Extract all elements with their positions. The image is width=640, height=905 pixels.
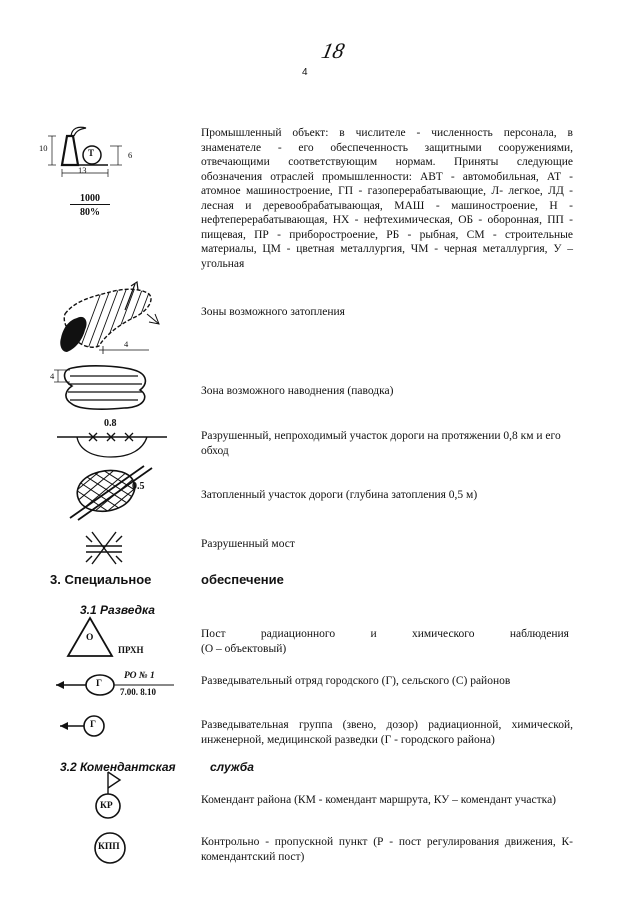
subsection-3-2-title-left: 3.2 Комендантская [60,760,176,774]
destroyed-road-label: Разрушенный, непроходимый участок дороги на протяжении 0,8 км и его обход [201,430,561,457]
dim-circle: 6 [128,150,133,160]
flooded-road-label: Затопленный участок дороги (глубина затопления 0,5 м) [201,489,478,501]
rkh-post-label-word: химического [411,628,475,640]
flooded-road-depth: 0.5 [132,481,145,492]
commandant-label: Комендант района (КМ - комендант маршрута, КУ – комендант участка) [201,794,557,806]
personnel-count: 1000 [70,193,110,205]
recon-detachment-label: Разведывательный отряд городского (Г), сельского (С) районов [201,675,511,687]
recon-detachment-icon-bottom: 7.00. 8.10 [120,687,156,697]
recon-group-label: Разведывательная группа (звено, дозор) радиационной, химической, инженерной, медицинской разведки (Г - городского района) [201,719,573,746]
subsection-3-2-title-right: служба [210,760,254,774]
destroyed-road-distance: 0.8 [104,418,117,429]
section-3-title-right: обеспечение [201,572,284,587]
rkh-post-label-word: радиационного [260,628,336,640]
recon-detachment-icon-top: РО № 1 [124,671,155,681]
flooded-road-icon [64,462,164,522]
recon-detachment-icon-letter: Г [96,679,103,689]
destroyed-road-icon [55,425,175,465]
industrial-icon-letter: Т [88,148,95,158]
flood-zone-label: Зоны возможного затопления [201,306,345,318]
commandant-flag-icon [92,768,132,828]
protection-percent: 80% [80,207,100,218]
section-3-title-left: 3. Специальное [50,572,152,587]
dim-height: 10 [39,143,48,153]
inundation-zone-icon [50,362,160,412]
rkh-post-label-word: наблюдения [509,628,569,640]
handwritten-page-number: 18 [319,38,347,63]
industrial-object-description: Промышленный объект: в числителе - численность персонала, в знаменателе - его обеспеченность защитными сооружениями, отвечающими соответствующим нормам. Приняты следующие обозначения отраслей промышленности: АВТ - автомобильная, АТ - атомное машиностроение, ГП - газоперерабатывающие, Л- легкое, ЛД - лесная и деревообрабатывающая, МАШ - машиностроение, Н - нефтеперерабатывающая, НХ - нефтехимическая, ОБ - оборонная, ПП - пищевая, ПР - приборостроение, РБ - рыбная, СМ - строительные материалы, ЦМ - цветная металлургия, ЧМ - черная металлургия, У – угольная [201,127,573,270]
rkh-post-label-word: и [370,628,377,640]
flood-zone-dim: 4 [124,339,129,349]
recon-group-icon [58,712,118,742]
checkpoint-label: Контрольно - пропускной пункт (Р - пост регулирования движения, К- комендантский пост) [201,836,573,863]
subsection-3-1-title: 3.1 Разведка [80,603,155,617]
inundation-zone-label: Зона возможного наводнения (паводка) [201,385,394,397]
rkh-post-icon-letter: О [86,633,94,643]
commandant-icon-letter: КР [100,801,113,811]
checkpoint-icon-letter: КПП [98,842,120,852]
recon-group-icon-letter: Г [90,720,97,730]
rkh-post-label-line2: (О – объектовый) [201,642,287,655]
destroyed-bridge-label: Разрушенный мост [201,538,295,550]
inundation-zone-dim: 4 [50,371,55,381]
rkh-post-label-word: Пост [201,628,226,640]
flood-zone-icon [55,282,175,362]
page-number: 4 [302,67,308,78]
rkh-post-icon-label: ПРХН [118,645,144,655]
dim-width: 13 [78,165,87,175]
rkh-post-label [201,627,569,656]
rkh-post-label-line1 [201,627,569,642]
destroyed-bridge-icon [84,528,124,568]
